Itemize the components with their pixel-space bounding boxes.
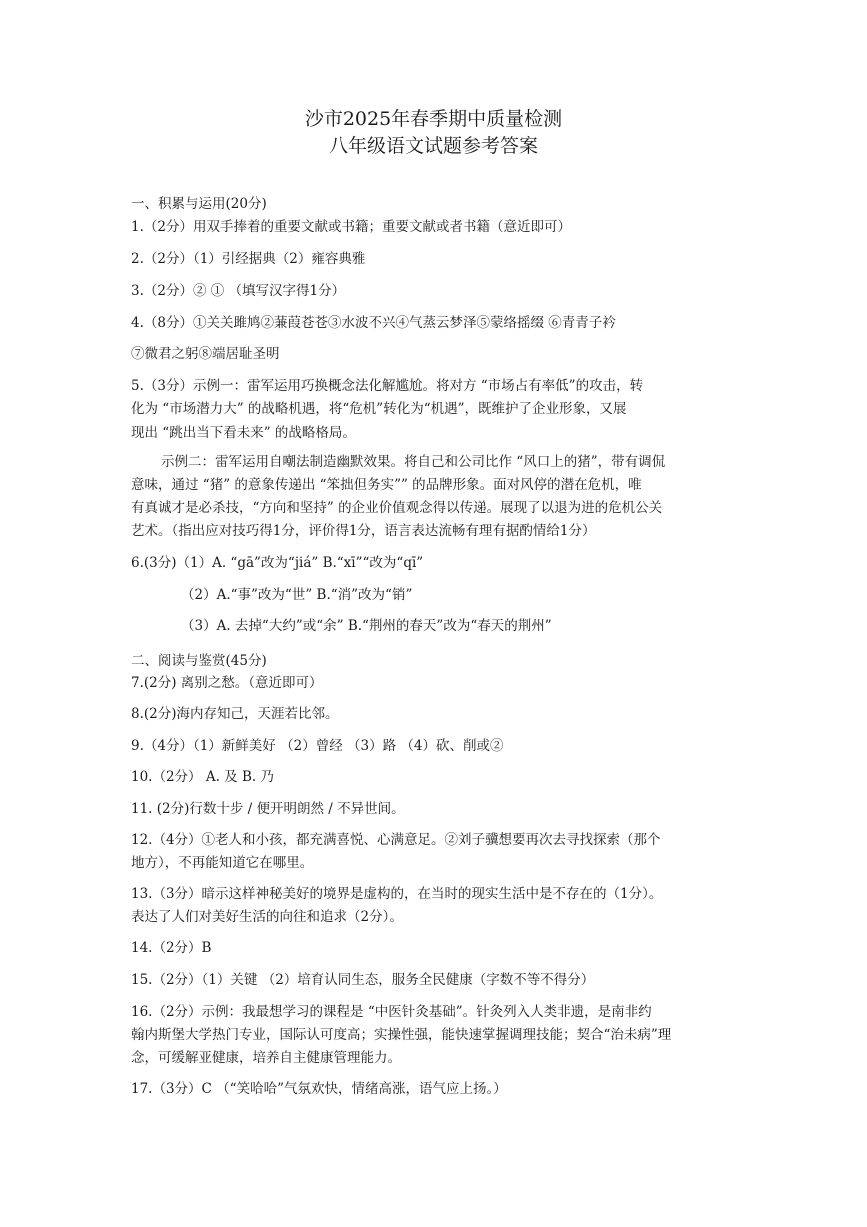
answer-q16-line3: 念，可缓解亚健康，培养自主健康管理能力。 (131, 1050, 401, 1066)
answer-q2: 2.（2分）（1）引经据典（2）雍容典雅 (131, 251, 366, 267)
answer-q12-line1: 12.（4分）①老人和小孩，都充满喜悦、心满意足。②刘子骥想要再次去寻找探索（那个 (131, 832, 661, 848)
answer-q16-line2: 翰内斯堡大学热门专业，国际认可度高；实操性强，能快速掌握调理技能；契合“治未病”理 (131, 1027, 672, 1043)
answer-q3: 3.（2分）② ① （填写汉字得1分） (131, 283, 346, 299)
answer-q6-line1: 6.(3分)（1）A. “gā”改为“jiá” B.“xī”“改为“qī” (131, 555, 424, 571)
answer-q11: 11. (2分)行数十步 / 便开明朗然 / 不异世间。 (131, 801, 405, 817)
section-heading-2: 二、阅读与鉴赏(45分) (131, 653, 267, 669)
answer-q13-line1: 13.（3分）暗示这样神秘美好的境界是虚构的，在当时的现实生活中是不存在的（1分）。 (131, 886, 663, 902)
answer-q7: 7.(2分) 离别之愁。（意近即可） (131, 675, 323, 691)
answer-q8: 8.(2分)海内存知己，天涯若比邻。 (131, 706, 339, 722)
answer-q10: 10.（2分） A. 及 B. 乃 (131, 769, 274, 785)
answer-q1: 1.（2分）用双手捧着的重要文献或书籍；重要文献或者书籍（意近即可） (131, 219, 571, 235)
answer-q5-line6: 有真诚才是必杀技，“方向和坚持” 的企业价值观念得以传递。展现了以退为进的危机公关 (131, 500, 663, 516)
answer-q14: 14.（2分）B (131, 940, 212, 956)
answer-q17: 17.（3分）C （“笑哈哈”气氛欢快，情绪高涨，语气应上扬。） (131, 1081, 507, 1097)
answer-q16-line1: 16.（2分）示例：我最想学习的课程是 “中医针灸基础”。针灸列入人类非遗，是南非约 (131, 1004, 652, 1020)
answer-q5-line3: 现出 “跳出当下看未来” 的战略格局。 (131, 425, 356, 441)
answer-q5-line7: 艺术。（指出应对技巧得1分，评价得1分，语言表达流畅有理有据酌情给1分） (131, 523, 596, 539)
answer-q6-line2: （2）A.“事”改为“世” B.“消”改为“销” (181, 587, 413, 603)
answer-q5-line2: 化为 “市场潜力大” 的战略机遇，将“危机”转化为“机遇”，既维护了企业形象，又展 (131, 401, 627, 417)
answer-q4-line2: ⑦微君之躬⑧端居耻圣明 (131, 346, 280, 362)
answer-q9: 9.（4分）（1）新鲜美好 （2）曾经 （3）路 （4）砍、削或② (131, 738, 504, 754)
exam-subtitle: 八年级语文试题参考答案 (328, 135, 538, 157)
answer-q13-line2: 表达了人们对美好生活的向往和追求（2分）。 (131, 909, 403, 925)
answer-q5-line4: 示例二：雷军运用自嘲法制造幽默效果。将自己和公司比作 “风口上的猪”，带有调侃 (161, 454, 666, 470)
answer-q6-line3: （3）A. 去掉“大约”或“余” B.“荆州的春天”改为“春天的荆州” (181, 618, 552, 634)
answer-q12-line2: 地方），不再能知道它在哪里。 (131, 855, 314, 871)
answer-q15: 15.（2分）（1）关键 （2）培育认同生态，服务全民健康（字数不等不得分） (131, 972, 595, 988)
answer-q5-line5: 意味，通过 “猪” 的意象传递出 “笨拙但务实”” 的品牌形象。面对风停的潜在危机，唯 (131, 477, 642, 493)
answer-q4-line1: 4.（8分）①关关雎鸠②蒹葭苍苍③水波不兴④气蒸云梦泽⑤蒙络摇缀 ⑥青青子衿 (131, 315, 616, 331)
answer-q5-line1: 5.（3分）示例一：雷军运用巧换概念法化解尴尬。将对方 “市场占有率低”的攻击，转 (131, 378, 644, 394)
exam-title: 沙市2025年春季期中质量检测 (304, 108, 563, 130)
section-heading-1: 一、积累与运用(20分) (131, 196, 267, 212)
